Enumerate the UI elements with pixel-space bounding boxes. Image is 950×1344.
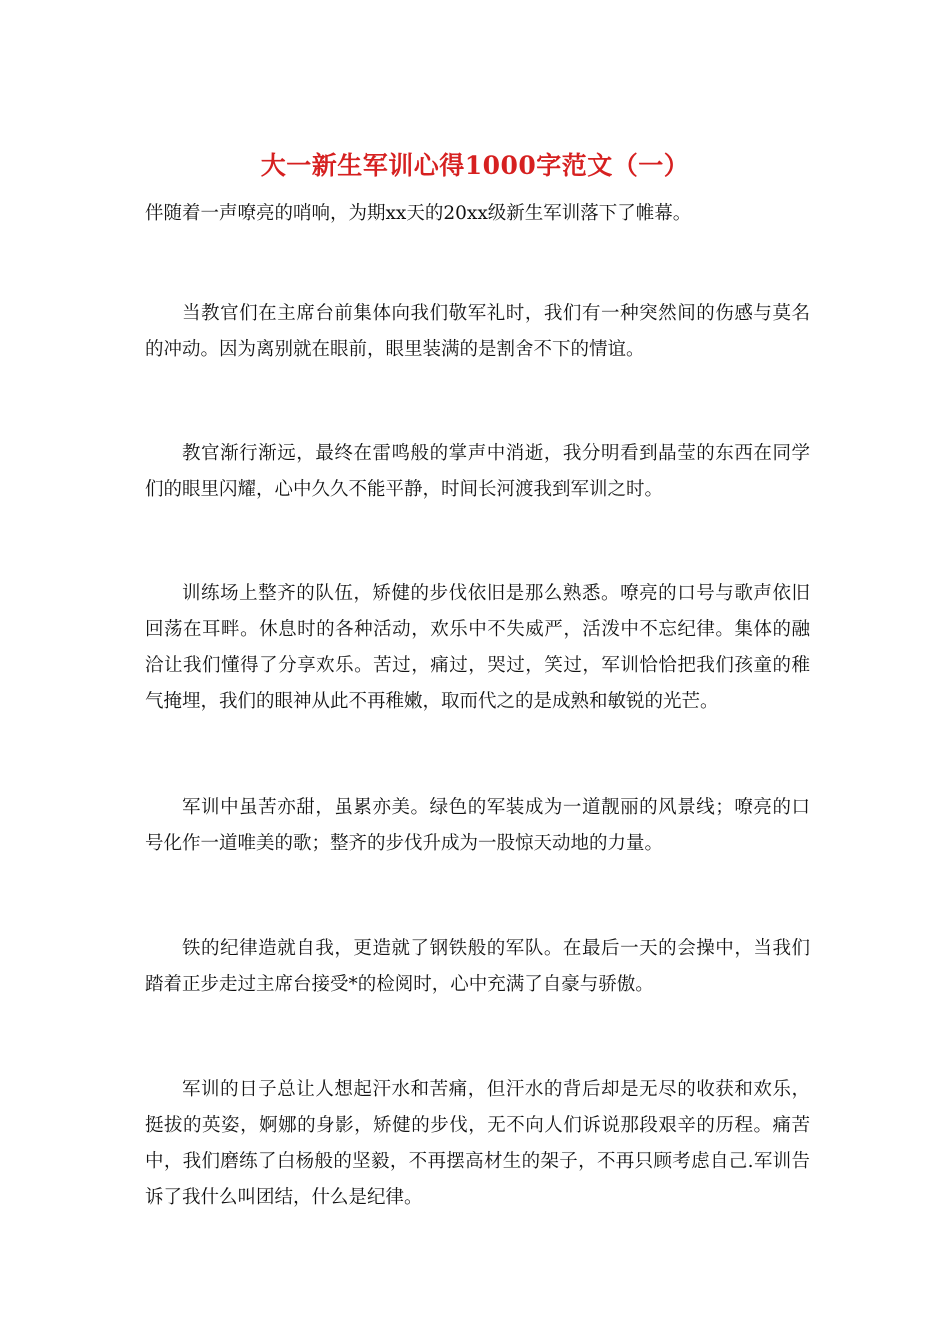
paragraph-5: 军训中虽苦亦甜，虽累亦美。绿色的军装成为一道靓丽的风景线；嘹亮的口号化作一道唯美的歌；整齐的步伐升成为一股惊天动地的力量。: [145, 797, 810, 854]
document-title: 大一新生军训心得1000字范文（一）: [260, 151, 690, 180]
paragraph-3: 教官渐行渐远，最终在雷鸣般的掌声中消逝，我分明看到晶莹的东西在同学们的眼里闪耀，心中久久不能平静，时间长河渡我到军训之时。: [145, 443, 810, 500]
paragraph-2: 当教官们在主席台前集体向我们敬军礼时，我们有一种突然间的伤感与莫名的冲动。因为离别就在眼前，眼里装满的是割舍不下的情谊。: [145, 303, 810, 360]
paragraph-6: 铁的纪律造就自我，更造就了钢铁般的军队。在最后一天的会操中，当我们踏着正步走过主席台接受*的检阅时，心中充满了自豪与骄傲。: [145, 938, 810, 995]
paragraph-7: 军训的日子总让人想起汗水和苦痛，但汗水的背后却是无尽的收获和欢乐，挺拔的英姿，婀娜的身影，矫健的步伐，无不向人们诉说那段艰辛的历程。痛苦中，我们磨练了白杨般的坚毅，不再摆高材生的架子，不再只顾考虑自己.军训告诉了我什么叫团结，什么是纪律。: [145, 1079, 810, 1208]
paragraph-1: 伴随着一声嘹亮的哨响，为期xx天的20xx级新生军训落下了帷幕。: [145, 203, 692, 224]
paragraph-4: 训练场上整齐的队伍，矫健的步伐依旧是那么熟悉。嘹亮的口号与歌声依旧回荡在耳畔。休息时的各种活动，欢乐中不失威严，活泼中不忘纪律。集体的融洽让我们懂得了分享欢乐。苦过，痛过，哭过，笑过，军训恰恰把我们孩童的稚气掩埋，我们的眼神从此不再稚嫩，取而代之的是成熟和敏锐的光芒。: [145, 583, 810, 712]
